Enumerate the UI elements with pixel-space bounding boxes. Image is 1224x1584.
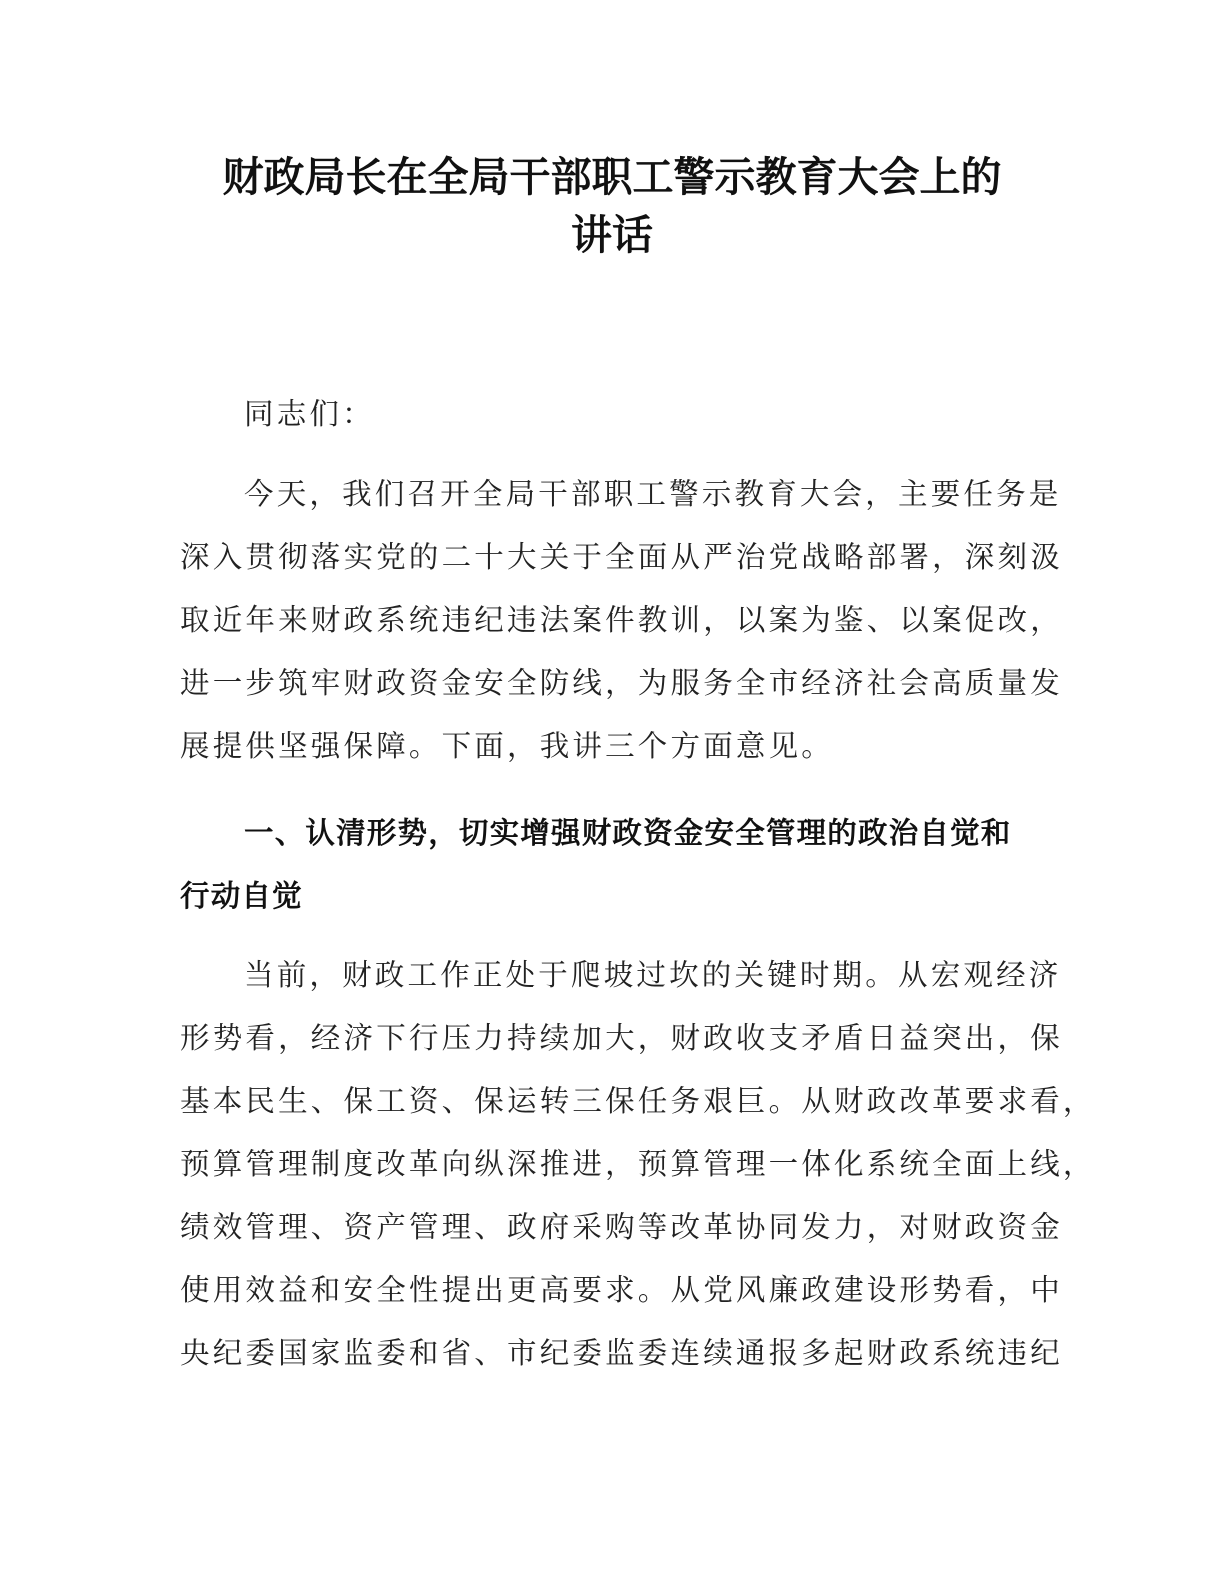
section-heading-1 [180, 802, 1050, 928]
paragraph-line: 基本民生、保工资、保运转三保任务艰巨。从财政改革要求看， [180, 1084, 1096, 1118]
paragraph-line: 央纪委国家监委和省、市纪委监委连续通报多起财政系统违纪 [180, 1336, 1063, 1370]
page-title [150, 148, 1074, 264]
paragraph-situation [180, 944, 1096, 1385]
paragraph-line: 绩效管理、资产管理、政府采购等改革协同发力，对财政资金 [180, 1210, 1063, 1244]
paragraph-line: 使用效益和安全性提出更高要求。从党风廉政建设形势看，中 [180, 1273, 1063, 1307]
title-line: 讲话 [571, 211, 653, 259]
paragraph-line: 深入贯彻落实党的二十大关于全面从严治党战略部署，深刻汲 [180, 540, 1063, 574]
paragraph-line: 今天，我们召开全局干部职工警示教育大会，主要任务是 [244, 477, 1062, 511]
paragraph-intro [180, 463, 1063, 778]
paragraph-line: 预算管理制度改革向纵深推进，预算管理一体化系统全面上线， [180, 1147, 1096, 1181]
paragraph-line: 形势看，经济下行压力持续加大，财政收支矛盾日益突出，保 [180, 1021, 1063, 1055]
paragraph-line: 进一步筑牢财政资金安全防线，为服务全市经济社会高质量发 [180, 666, 1063, 700]
greeting: 同志们： [244, 397, 375, 431]
title-line: 财政局长在全局干部职工警示教育大会上的 [222, 153, 1002, 201]
paragraph-line: 取近年来财政系统违纪违法案件教训，以案为鉴、以案促改， [180, 603, 1063, 637]
heading-line: 行动自觉 [180, 879, 303, 913]
paragraph-line: 展提供坚强保障。下面，我讲三个方面意见。 [180, 729, 835, 763]
paragraph-line: 当前，财政工作正处于爬坡过坎的关键时期。从宏观经济 [244, 958, 1062, 992]
heading-line: 一、认清形势，切实增强财政资金安全管理的政治自觉和 [244, 816, 1012, 850]
